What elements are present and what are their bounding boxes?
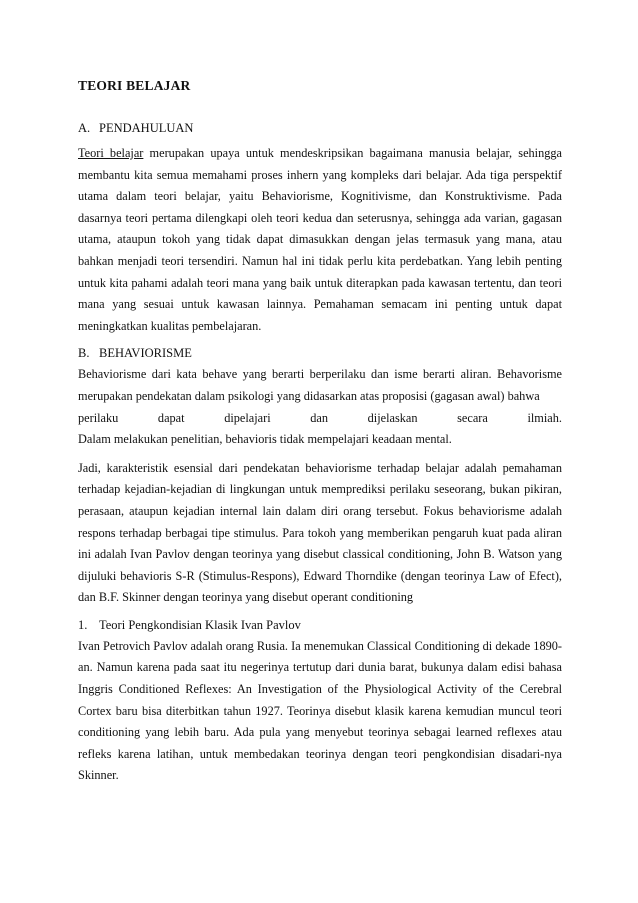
word: secara	[457, 410, 488, 425]
paragraph-text: merupakan upaya untuk mendeskripsikan bagaimana manusia belajar, sehingga membantu kita semua memahami proses inhern yang kompleks dari belajar. Ada tiga perspektif utama dalam teori belajar, yaitu Behaviorisme, Kognitivisme, dan Konstruktivisme. Pada dasarnya teori pertama dilengkapi oleh teori kedua dan seterusnya, sehingga ada varian, gagasan utama, ataupun tokoh yang tidak dapat dimasukkan dengan jelas termasuk yang mana, atau bahkan menjadi teori tersendiri. Namun hal ini tidak perlu kita perdebatkan. Yang lebih penting untuk kita pahami adalah teori mana yang baik untuk diterapkan pada kawasan tertentu, dan teori mana yang sesuai untuk kawasan lainnya. Pemahaman semacam ini penting untuk dapat meningkatkan kualitas pembelajaran.	[78, 146, 563, 333]
paragraph-pendahuluan	[78, 143, 562, 337]
paragraph-pavlov: Ivan Petrovich Pavlov adalah orang Rusia. Ia menemukan Classical Conditioning di dekade 1890-an. Namun karena pada saat itu negerinya tertutup dari dunia barat, bukunya dalam edisi bahasa Inggris Conditioned Reflexes: An Investigation of the Physiological Activity of the Cerebral Cortex baru bisa diterbitkan tahun 1927. Teorinya disebut klasik karena kemudian muncul teori conditioning yang lebih baru. Ada pula yang menyebut teorinya sebagai learned reflexes atau refleks karena latihan, untuk membedakan teorinya dengan teori pengkondisian disadari-nya Skinner.	[78, 638, 562, 783]
word: dijelaskan	[367, 410, 418, 425]
subsection-heading-pavlov	[78, 617, 562, 633]
document-title: TEORI BELAJAR	[78, 78, 191, 93]
word: ilmiah.	[527, 410, 562, 425]
section-heading-behaviorisme	[78, 345, 562, 361]
section-number: B.	[78, 346, 90, 361]
section-heading-pendahuluan	[78, 120, 562, 136]
word: dan	[310, 410, 329, 425]
paragraph-behaviorisme-1-last: Dalam melakukan penelitian, behavioris tidak mempelajari keadaan mental.	[78, 432, 452, 447]
section-label: PENDAHULUAN	[99, 121, 194, 135]
subsection-label: Teori Pengkondisian Klasik Ivan Pavlov	[99, 617, 301, 632]
teori-belajar-link[interactable]: Teori belajar	[78, 146, 144, 160]
paragraph-behaviorisme-1: Behaviorisme dari kata behave yang berarti berperilaku dan isme berarti aliran. Behavorisme merupakan pendekatan dalam psikologi yang didasarkan atas proposisi (gagasan awal) bahwa	[78, 367, 562, 403]
word: dipelajari	[224, 410, 271, 425]
subsection-number: 1.	[78, 617, 88, 632]
spread-line	[78, 408, 562, 430]
word: dapat	[157, 410, 185, 425]
section-label: BEHAVIORISME	[99, 346, 192, 361]
paragraph-behaviorisme-2: Jadi, karakteristik esensial dari pendekatan behaviorisme terhadap belajar adalah pemahaman terhadap kejadian-kejadian di lingkungan untuk memprediksi perilaku seseorang, bukan pikiran, perasaan, ataupun kejadian internal lain dalam diri orang tersebut. Fokus behaviorisme adalah respons terhadap berbagai tipe stimulus. Para tokoh yang memberikan pengaruh kuat pada aliran ini adalah Ivan Pavlov dengan teorinya yang disebut classical conditioning, John B. Watson yang dijuluki behavioris S-R (Stimulus-Respons), Edward Thorndike (dengan teorinya Law of Efect), dan B.F. Skinner dengan teorinya yang disebut operant conditioning	[78, 460, 562, 605]
document-page	[78, 78, 562, 787]
section-number: A.	[78, 121, 91, 135]
word: perilaku	[78, 410, 119, 425]
